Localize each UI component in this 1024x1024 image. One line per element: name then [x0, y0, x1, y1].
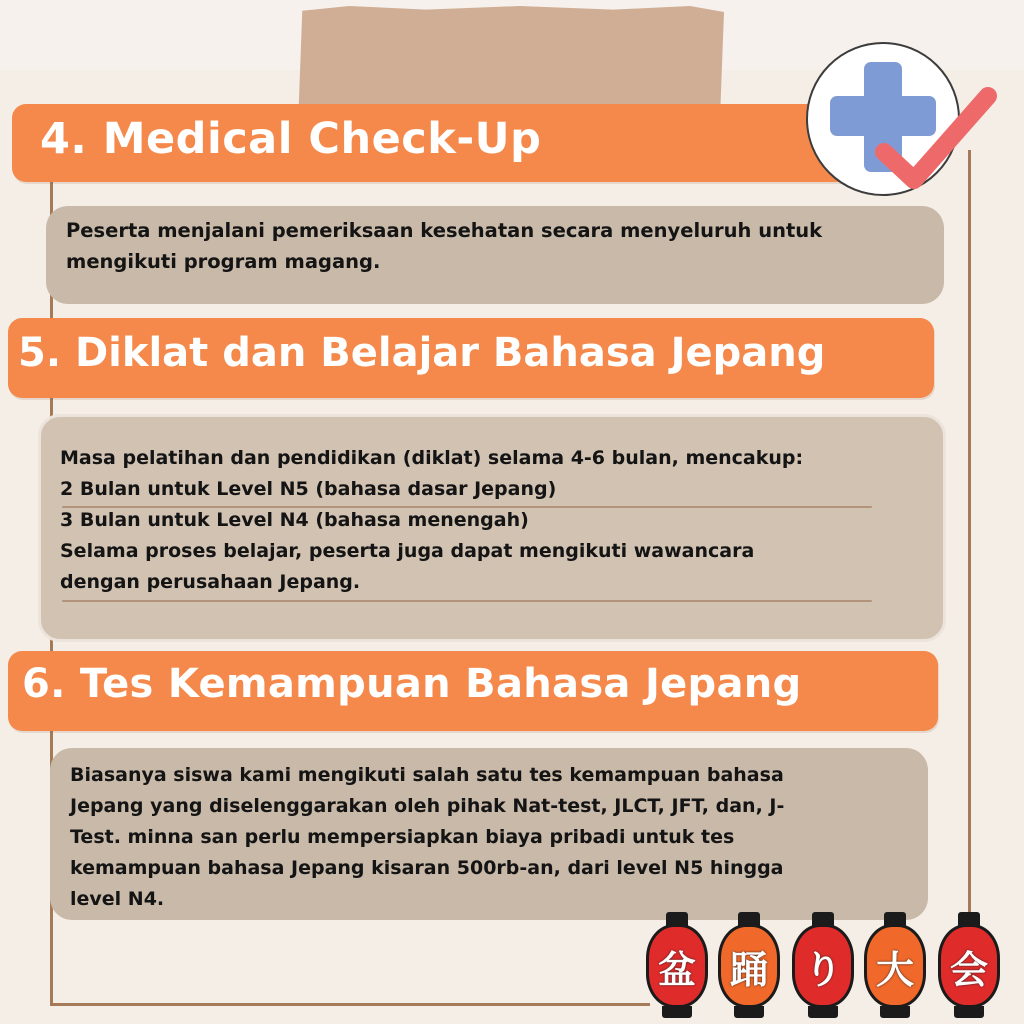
- lantern-icon: [862, 912, 928, 1020]
- lantern-character: 踊: [718, 924, 780, 1008]
- section-5-line: 2 Bulan untuk Level N5 (bahasa dasar Jepang): [60, 478, 557, 500]
- lantern-character: 大: [864, 924, 926, 1008]
- section-6-line: Biasanya siswa kami mengikuti salah satu tes kemampuan bahasa: [70, 764, 784, 786]
- lantern-icon: [936, 912, 1002, 1020]
- lantern-character: 盆: [646, 924, 708, 1008]
- frame-bottom-line: [50, 1003, 650, 1006]
- frame-right-line: [968, 150, 971, 950]
- lantern-icon: [716, 912, 782, 1020]
- section-6-line: Test. minna san perlu mempersiapkan biaya pribadi untuk tes: [70, 826, 735, 848]
- section-5-line: dengan perusahaan Jepang.: [60, 571, 361, 593]
- section-5-line: 3 Bulan untuk Level N4 (bahasa menengah): [60, 509, 529, 531]
- section-6-text: [70, 760, 784, 915]
- section-5-line: Masa pelatihan dan pendidikan (diklat) selama 4-6 bulan, mencakup:: [60, 447, 804, 469]
- lantern-icon: [790, 912, 856, 1020]
- section-4-line: Peserta menjalani pemeriksaan kesehatan secara menyeluruh untuk: [66, 219, 823, 242]
- section-6-line: level N4.: [70, 888, 165, 910]
- section-5-text: [60, 443, 803, 598]
- scribble-line: [62, 506, 872, 508]
- scribble-line: [62, 600, 872, 602]
- checkmark-icon: [870, 76, 1000, 196]
- section-5-line: Selama proses belajar, peserta juga dapat mengikuti wawancara: [60, 540, 755, 562]
- section-4-heading: 4. Medical Check-Up: [40, 114, 542, 164]
- section-6-heading: 6. Tes Kemampuan Bahasa Jepang: [22, 661, 802, 707]
- section-6-line: kemampuan bahasa Jepang kisaran 500rb-an, dari level N5 hingga: [70, 857, 784, 879]
- section-5-heading: 5. Diklat dan Belajar Bahasa Jepang: [18, 330, 826, 376]
- section-4-text: [66, 215, 822, 277]
- section-4-line: mengikuti program magang.: [66, 250, 381, 273]
- section-6-line: Jepang yang diselenggarakan oleh pihak Nat-test, JLCT, JFT, dan, J-: [70, 795, 785, 817]
- lantern-character: 会: [938, 924, 1000, 1008]
- lantern-icon: [644, 912, 710, 1020]
- lantern-row: [640, 912, 1020, 1024]
- lantern-character: り: [792, 924, 854, 1008]
